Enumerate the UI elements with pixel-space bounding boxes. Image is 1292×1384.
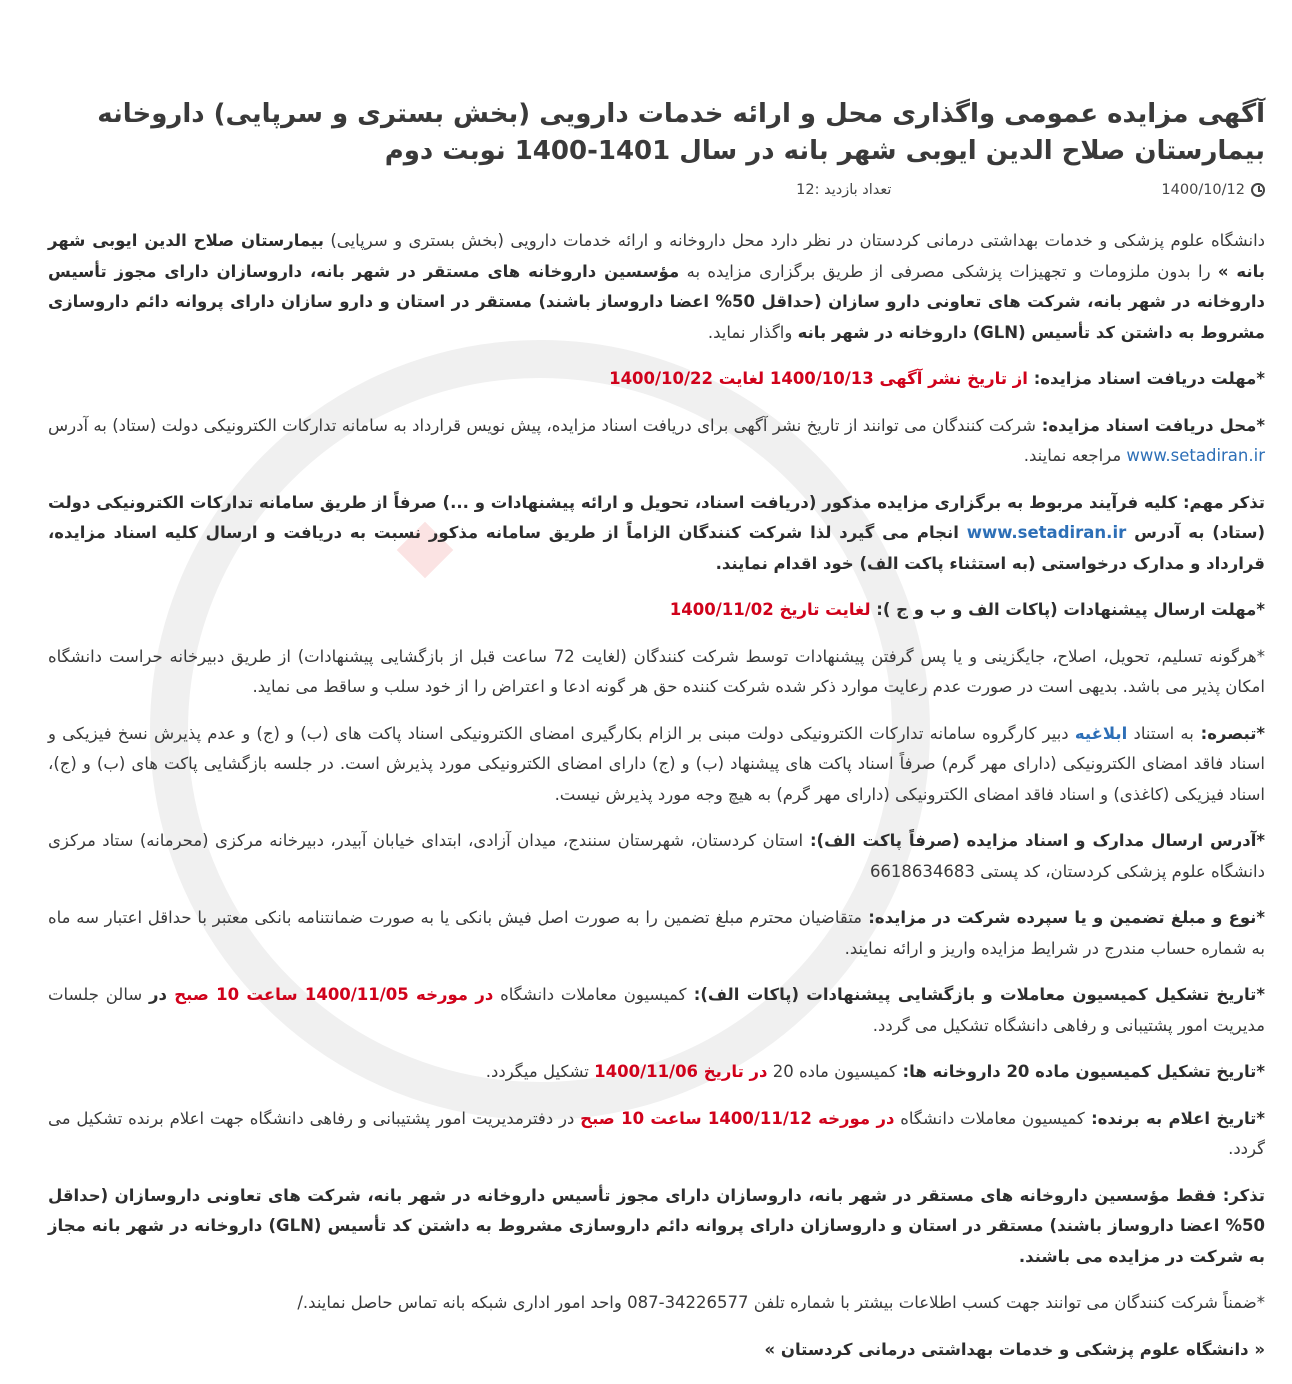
setadiran-link-bold[interactable]: www.setadiran.ir: [966, 523, 1127, 542]
notice-link[interactable]: ابلاغیه: [1074, 723, 1128, 743]
view-count: تعداد بازدید :12: [796, 182, 892, 198]
reminder-paragraph: تذکر: فقط مؤسسین داروخانه های مستقر در شهر بانه، داروسازان دارای مجوز تأسیس داروخانه در شهر بانه، شرکت های تعاونی داروسازان (حداقل 50% اعضا داروساز باشند) مستقر در استان و داروسازان دارای پروانه دائم داروسازی مشروط به داشتن کد تأسیس (GLN) داروخانه در شهر بانه مجاز به شرکت در مزایده می باشند.: [48, 1185, 1265, 1266]
intro-paragraph: دانشگاه علوم پزشکی و خدمات بهداشتی درمانی کردستان در نظر دارد محل داروخانه و ارائه خدمات دارویی (بخش بستری و سرپایی) بیمارستان صلاح الدین ایوبی شهر بانه » را بدون ملزومات و تجهیزات پزشکی مصرفی از طریق برگزاری مزایده به مؤسسین داروخانه های مستقر در شهر بانه، داروسازان دارای مجوز تأسیس داروخانه در شهر بانه، شرکت های تعاونی دارو سازان (حداقل 50% اعضا داروساز باشند) مستقر در استان و دارو سازان دارای پروانه دائم داروسازی مشروط به داشتن کد تأسیس (GLN) داروخانه در شهر بانه واگذار نماید.: [48, 231, 1266, 342]
note-paragraph: *تبصره: به استناد ابلاغیه دبیر کارگروه سامانه تدارکات الکترونیکی دولت مبنی بر الزام بکارگیری امضای الکترونیکی اسناد پاکت های (ب) و (ج) و عدم پذیرش نسخ فیزیکی و اسناد فاقد امضای الکترونیکی (دارای مهر گرم) صرفاً اسناد پاکت های پیشنهاد (ب) و (ج) دارای امضای الکترونیکی مورد پذیرش است. در جلسه بازگشایی پاکت های (ب) و (ج)، اسناد فیزیکی (کاغذی) و اسناد فاقد امضای الکترونیکی (دارای مهر گرم) به هیچ وجه مورد پذیرش نیست.: [48, 723, 1266, 804]
publish-date: [1161, 182, 1265, 198]
clock-icon: [1251, 183, 1265, 197]
doc-deadline: *مهلت دریافت اسناد مزایده: از تاریخ نشر آگهی 1400/10/13 لغایت 1400/10/22: [609, 369, 1265, 388]
doc-place: *محل دریافت اسناد مزایده: شرکت کنندگان می توانند از تاریخ نشر آگهی برای دریافت اسناد مزایده، پیش نویس قرارداد به سامانه تدارکات الکترونیکی دولت (ستاد) به آدرس www.setadiran.ir مراجعه نمایند.: [48, 415, 1265, 465]
publish-date-text: 1400/10/12: [1161, 182, 1245, 198]
article-meta: [48, 182, 1265, 198]
signature: « دانشگاه علوم پزشکی و خدمات بهداشتی درمانی کردستان »: [764, 1339, 1265, 1359]
any-change-paragraph: *هرگونه تسلیم، تحویل، اصلاح، جایگزینی و یا پس گرفتن پیشنهادات توسط شرکت کنندگان (لغایت 72 ساعت قبل از بازگشایی پیشنهادات) از طریق دبیرخانه حراست دانشگاه امکان پذیر می باشد. بدیهی است در صورت عدم رعایت موارد ذکر شده شرکت کننده حق هر گونه ادعا و اعتراض را از خود سلب و ساقط می نماید.: [48, 646, 1265, 696]
important-note: تذکر مهم: کلیه فرآیند مربوط به برگزاری مزایده مذکور (دریافت اسناد، تحویل و ارائه پیشنهادات و ...) صرفاً از طریق سامانه تدارکات الکترونیکی دولت (ستاد) به آدرس www.setadiran.ir انجام می گیرد لذا شرکت کنندگان الزاماً از طریق سامانه مذکور نسبت به دریافت و ارسال کلیه اسناد مزایده، قرارداد و مدارک درخواستی (به استثناء پاکت الف) خود اقدام نمایند.: [48, 492, 1265, 573]
contact-paragraph: *ضمناً شرکت کنندگان می توانند جهت کسب اطلاعات بیشتر با شماره تلفن 34226577-087 واحد امور اداری شبکه بانه تماس حاصل نمایند./: [297, 1293, 1265, 1312]
page-title: آگهی مزایده عمومی واگذاری محل و ارائه خدمات دارویی (بخش بستری و سرپایی) داروخانه بیمارستان صلاح الدین ایوبی شهر بانه در سال 1401-1400 نوبت دوم: [97, 99, 1265, 166]
address-paragraph: *آدرس ارسال مدارک و اسناد مزایده (صرفاً پاکت الف): استان کردستان، شهرستان سنندج، میدان آزادی، ابتدای خیابان آبیدر، دبیرخانه مرکزی (محرمانه) ستاد مرکزی دانشگاه علوم پزشکی کردستان، کد پستی 6618634683: [48, 831, 1265, 881]
article20-paragraph: *تاریخ تشکیل کمیسیون ماده 20 داروخانه ها: کمیسیون ماده 20 در تاریخ 1400/11/06 تشکیل میگردد.: [485, 1062, 1265, 1081]
setadiran-link[interactable]: www.setadiran.ir: [1126, 446, 1265, 465]
offer-deadline: *مهلت ارسال پیشنهادات (پاکات الف و ب و ج ): لغایت تاریخ 1400/11/02: [669, 600, 1265, 619]
winner-paragraph: *تاریخ اعلام به برنده: کمیسیون معاملات دانشگاه در مورخه 1400/11/12 ساعت 10 صبح در دفترمدیریت امور پشتیبانی و رفاهی دانشگاه جهت اعلام برنده تشکیل می گردد.: [48, 1108, 1265, 1158]
guarantee-paragraph: *نوع و مبلغ تضمین و یا سپرده شرکت در مزایده: متقاضیان محترم مبلغ تضمین را به صورت اصل فیش بانکی یا به صورت ضمانتنامه بانکی معتبر با حداقل اعتبار سه ماه به شماره حساب مندرج در شرایط مزایده واریز و ارائه نمایند.: [48, 908, 1266, 958]
commission-paragraph: *تاریخ تشکیل کمیسیون معاملات و بازگشایی پیشنهادات (پاکات الف): کمیسیون معاملات دانشگاه در مورخه 1400/11/05 ساعت 10 صبح در سالن جلسات مدیریت امور پشتیبانی و رفاهی دانشگاه تشکیل می گردد.: [48, 985, 1265, 1035]
